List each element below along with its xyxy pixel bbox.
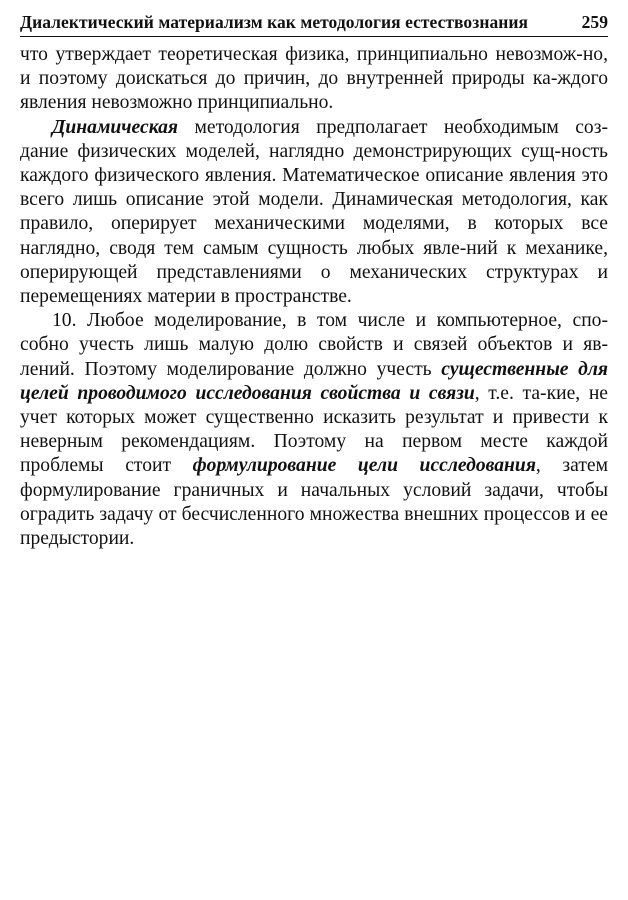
- paragraph-point-10: [20, 309, 608, 551]
- running-header: [20, 0, 608, 37]
- book-page: [20, 0, 608, 551]
- emphasis-term: Динамическая: [52, 116, 179, 138]
- running-header-title: Диалектический материализм как методология естествознания: [20, 12, 529, 32]
- paragraph-text: что утверждает теоретическая физика, принципиально невозмож-но, и поэтому доискаться до причин, до внутренней природы ка-ждого явления невозможно принципиально.: [20, 44, 608, 114]
- paragraph-continuation: [20, 43, 608, 116]
- paragraph-text: , затем формулирование граничных и начальных условий задачи, чтобы оградить задачу от бесчисленного множества внешних процессов и ее предыстории.: [20, 455, 609, 550]
- emphasis-phrase: формулирование цели исследования: [192, 455, 536, 477]
- emphasis-phrase: существенные для целей проводимого исследования свойства и связи: [20, 358, 609, 404]
- paragraph-text: , т.е. та-кие, не учет которых может существенно исказить результат и привести к неверным рекомендациям. Поэтому на первом месте каждой проблемы стоит: [20, 382, 608, 477]
- paragraph-text: 10. Любое моделирование, в том числе и компьютерное, спо-собно учесть лишь малую долю свойств и связей объектов и яв-лений. Поэтому моделирование должно учесть: [20, 310, 608, 380]
- body-text: [20, 43, 608, 551]
- paragraph-dynamic-methodology: [20, 116, 608, 310]
- page-number: 259: [581, 12, 608, 32]
- paragraph-text: методология предполагает необходимым соз-дание физических моделей, наглядно демонстрирующих сущ-ность каждого физического явления. Математическое описание явления это всего лишь описание этой модели. Динамическая методология, как правило, оперирует механическими моделями, в которых все наглядно, сводя тем самым сущность любых явле-ний к механике, оперирующей представлениями о механических структурах и перемещениях материи в пространстве.: [20, 116, 608, 308]
